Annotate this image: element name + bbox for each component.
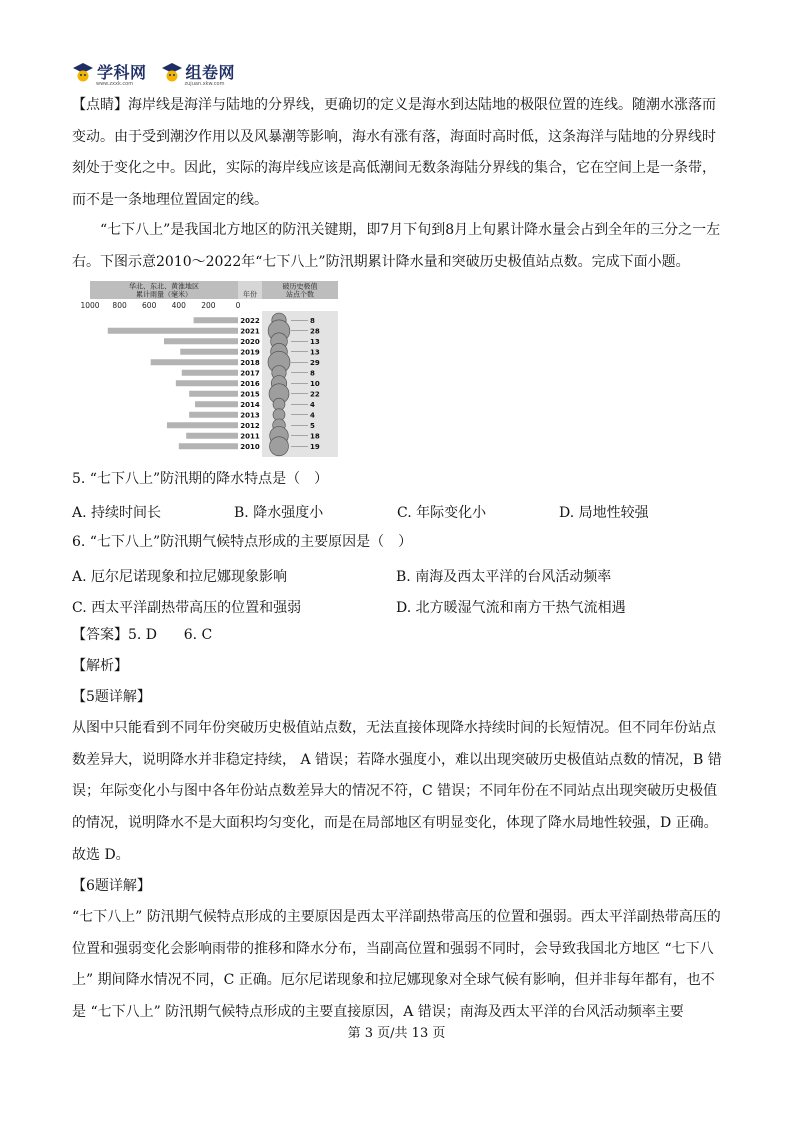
- logo1-name: 学科网: [97, 63, 147, 82]
- station-count-label: 8: [310, 316, 315, 325]
- station-count-label: 29: [310, 358, 320, 367]
- q5-option-d: D. 局地性较强: [559, 505, 649, 521]
- page-footer: 第 3 页/共 13 页: [347, 1026, 446, 1041]
- x-tick-label: 800: [112, 301, 127, 310]
- x-tick-label: 200: [201, 301, 216, 310]
- q6-option-d: D. 北方暖湿气流和南方干热气流相遇: [396, 600, 626, 616]
- station-circle: [270, 437, 289, 456]
- station-count-label: 10: [310, 379, 320, 388]
- station-count-label: 13: [310, 337, 320, 346]
- zujuanwang-logo: [161, 60, 236, 87]
- rainfall-bar: [167, 422, 238, 428]
- answer-text: 5. D 6. C: [128, 627, 213, 643]
- rainfall-bar: [195, 401, 238, 407]
- station-count-label: 18: [310, 432, 320, 441]
- dianjing-paragraph: [72, 90, 722, 216]
- x-tick-label: 400: [171, 301, 186, 310]
- year-label: 2011: [240, 432, 260, 441]
- rainfall-chart: [76, 281, 338, 457]
- chart-title-left-2: 累计雨量（毫米）: [136, 290, 192, 299]
- station-count-label: 4: [310, 411, 315, 420]
- rainfall-bar: [108, 328, 238, 334]
- x-tick-label: 0: [235, 301, 241, 310]
- station-count-label: 28: [310, 327, 320, 336]
- rainfall-bar: [180, 349, 238, 355]
- logo1-url: www.zxxk.com: [96, 81, 134, 87]
- year-label: 2010: [240, 442, 260, 451]
- graduation-cap-icon: [161, 62, 183, 82]
- rainfall-bar: [189, 412, 238, 418]
- rainfall-bar: [151, 359, 238, 365]
- station-count-label: 8: [310, 369, 315, 378]
- station-count-label: 13: [310, 348, 320, 357]
- d5-text: 从图中只能看到不同年份突破历史极值站点数，无法直接体现降水持续时间的长短情况。但不同年份站点数差异大，说明降水并非稳定持续， A 错误；若降水强度小，难以出现突破历史极值站点数的情况，B 错误；年际变化小与图中各年份站点数差异大的情况不符，C 错误；不同年份在不同站点出现突破历史极值的情况，说明降水不是大面积均匀变化，而是在局部地区有明显变化，体现了降水局地性较强，D 正确。: [72, 720, 722, 831]
- rainfall-bar: [194, 317, 238, 323]
- dianjing-tag: 【点睛】: [72, 97, 128, 113]
- rainfall-bar: [164, 338, 238, 344]
- d6-text: “七下八上” 防汛期气候特点形成的主要原因是西太平洋副热带高压的位置和强弱。西太平洋副热带高压的位置和强弱变化会影响雨带的推移和降水分布，当副高位置和强弱不同时，会导致我国北方地区 “七下八上” 期间降水情况不同，C 正确。厄尔尼诺现象和拉尼娜现象对全球气候有影响，但并非每年都有，也不是 “七下八上” 防汛期气候特点形成的主要直接原因，A 错误；南海及西太平洋的台风活动频率主要: [72, 909, 721, 1020]
- x-tick-label: 600: [142, 301, 157, 310]
- year-label: 2017: [240, 369, 260, 378]
- year-label: 2012: [240, 421, 260, 430]
- chart-title-mid: 年份: [243, 290, 257, 299]
- rainfall-bar: [182, 370, 238, 376]
- rainfall-bar: [186, 433, 238, 439]
- xuekewang-logo: [72, 60, 147, 87]
- year-label: 2018: [240, 358, 260, 367]
- answer-tag: 【答案】: [72, 627, 128, 643]
- q6-option-b: B. 南海及西太平洋的台风活动频率: [396, 569, 612, 585]
- q6-stem: 6. “七下八上”防汛期气候特点形成的主要原因是（ ）: [72, 534, 413, 550]
- rainfall-bar: [189, 391, 238, 397]
- q6-option-c: C. 西太平洋副热带高压的位置和强弱: [72, 600, 302, 616]
- header-logos: [72, 60, 235, 87]
- year-label: 2013: [240, 411, 260, 420]
- rainfall-bar: [176, 380, 238, 386]
- graduation-cap-icon: [72, 62, 94, 82]
- q5-options: [72, 502, 722, 522]
- year-label: 2022: [240, 316, 260, 325]
- year-label: 2015: [240, 390, 260, 399]
- chart-title-right-1: 破历史极值: [282, 282, 318, 291]
- q6-option-a: A. 厄尔尼诺现象和拉尼娜现象影响: [72, 569, 288, 585]
- d5-conclusion: 故选 D。: [72, 847, 130, 863]
- chart-title-left-1: 华北、东北、黄淮地区: [129, 282, 199, 291]
- q6-options-row2: [72, 597, 722, 617]
- d6-tag: 【6题详解】: [72, 878, 151, 894]
- station-count-label: 4: [310, 400, 315, 409]
- dianjing-text: 海岸线是海洋与陆地的分界线，更确切的定义是海水到达陆地的极限位置的连线。随潮水涨落而变动。由于受到潮汐作用以及风暴潮等影响，海水有涨有落，海面时高时低，这条海洋与陆地的分界线时刻处于变化之中。因此，实际的海岸线应该是高低潮间无数条海陆分界线的集合，它在空间上是一条带，而不是一条地理位置固定的线。: [72, 97, 716, 208]
- year-label: 2016: [240, 379, 260, 388]
- year-label: 2019: [240, 348, 260, 357]
- q5-option-b: B. 降水强度小: [234, 505, 324, 521]
- q5-option-a: A. 持续时间长: [72, 505, 162, 521]
- year-label: 2021: [240, 327, 260, 336]
- q5-stem: 5. “七下八上”防汛期的降水特点是（ ）: [72, 471, 329, 487]
- year-label: 2020: [240, 337, 260, 346]
- rainfall-bar: [179, 443, 238, 449]
- q6-options-row1: [72, 566, 722, 586]
- logo2-name: 组卷网: [185, 63, 236, 82]
- analysis-tag: 【解析】: [72, 658, 128, 674]
- chart-title-right-2: 站点个数: [286, 290, 314, 299]
- station-count-label: 22: [310, 390, 320, 399]
- chart-svg: [76, 281, 338, 457]
- answer-line: [72, 620, 722, 652]
- station-count-label: 5: [310, 421, 315, 430]
- intro-paragraph: “七下八上”是我国北方地区的防汛关键期，即7月下旬到8月上旬累计降水量会占到全年的三分之一左右。下图示意2010～2022年“七下八上”防汛期累计降水量和突破历史极值站点数。完成下面小题。: [72, 222, 721, 270]
- station-count-label: 19: [310, 442, 320, 451]
- year-label: 2014: [240, 400, 260, 409]
- q5-option-c: C. 年际变化小: [397, 505, 487, 521]
- d5-tag: 【5题详解】: [72, 689, 151, 705]
- logo2-url: zujuan.xkw.com: [184, 81, 225, 87]
- x-tick-label: 1000: [80, 301, 100, 310]
